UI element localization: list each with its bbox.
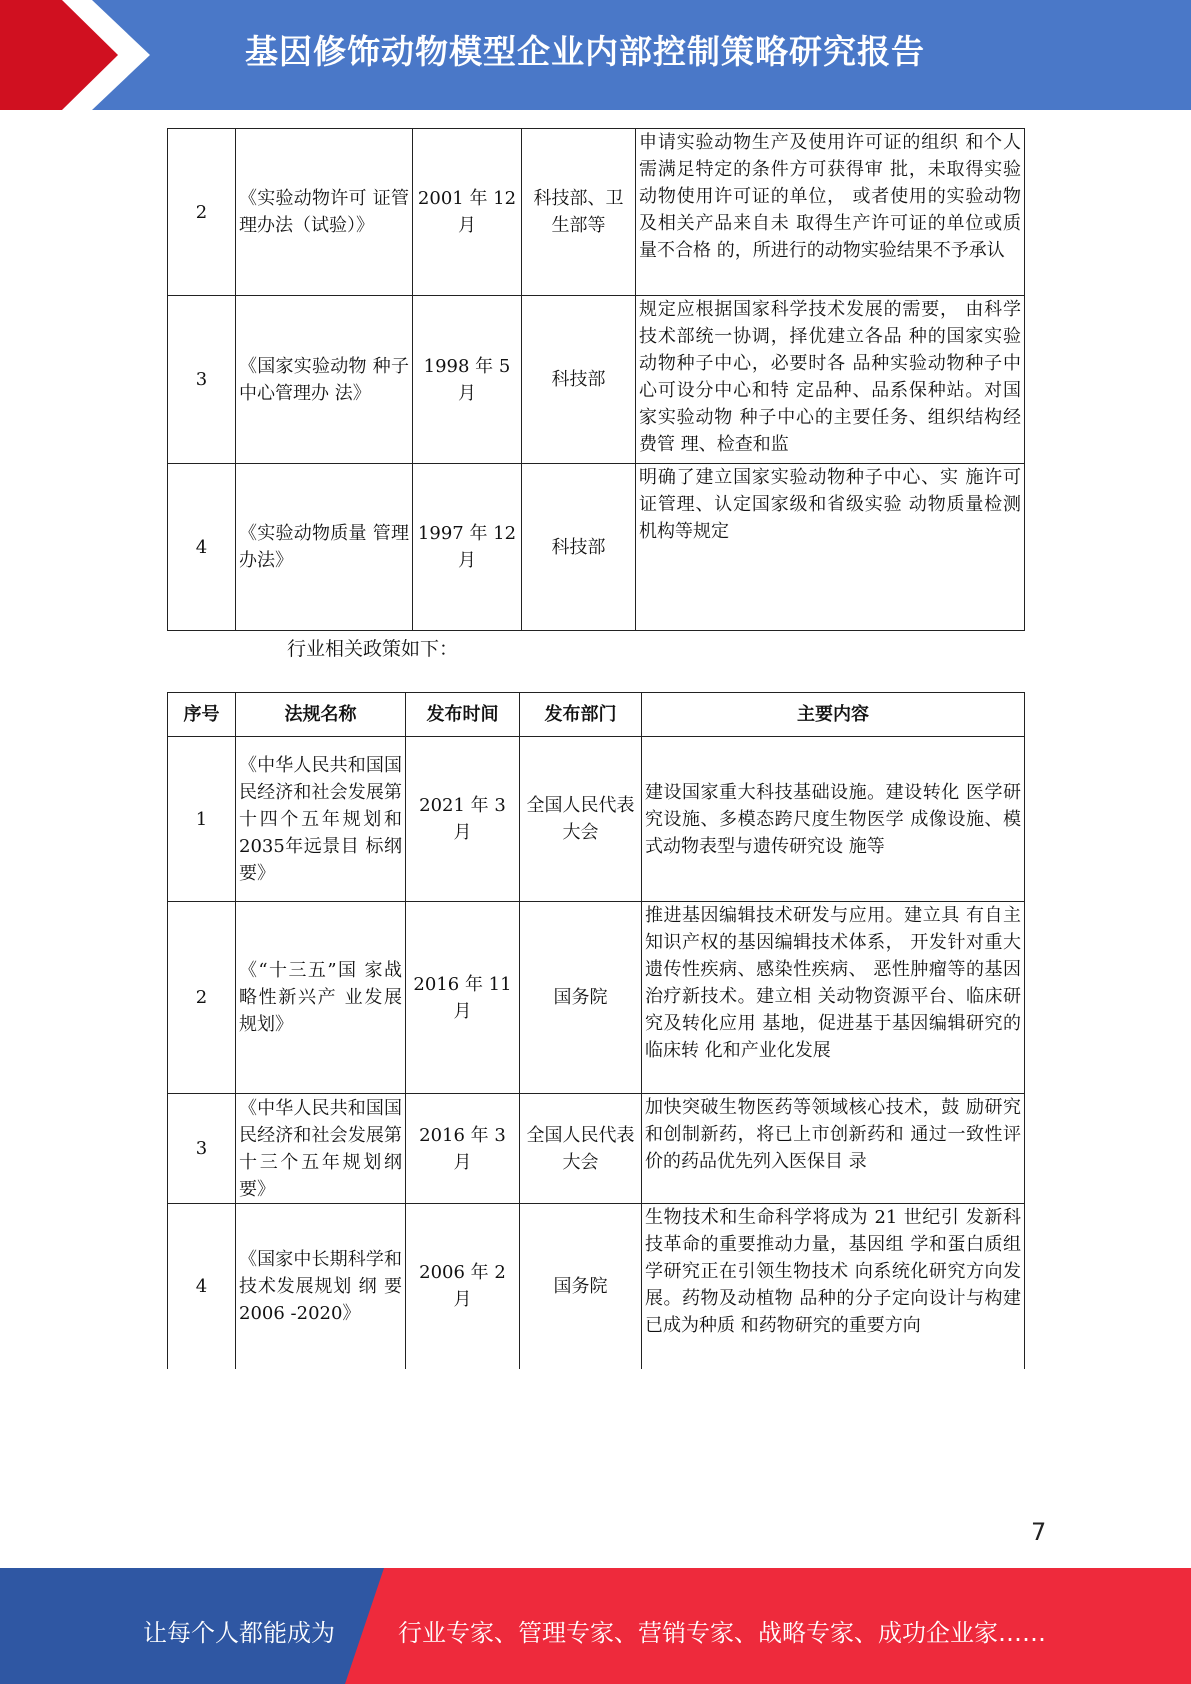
table-row (168, 1204, 1025, 1369)
table-row (168, 129, 1025, 296)
column-header-content: 主要内容 (642, 693, 1025, 737)
release-date: 2016 年 11 月 (406, 902, 520, 1094)
issuing-department: 科技部、卫生部等 (522, 129, 636, 296)
main-content: 推进基因编辑技术研发与应用。建立具 有自主知识产权的基因编辑技术体系， 开发针对重大遗传性疾病、感染性疾病、 恶性肿瘤等的基因治疗新技术。建立相 关动物资源平台、临床研究及转化应用 基地，促进基于基因编辑研究的临床转 化和产业化发展 (642, 902, 1025, 1094)
row-number: 2 (168, 129, 236, 296)
report-title: 基因修饰动物模型企业内部控制策略研究报告 (245, 32, 925, 71)
issuing-department: 科技部 (522, 464, 636, 631)
main-content: 加快突破生物医药等领域核心技术，鼓 励研究和创制新药，将已上市创新药和 通过一致性评价的药品优先列入医保目 录 (642, 1094, 1025, 1204)
regulation-name: 《“十三五”国 家战略性新兴产 业发展规划》 (236, 902, 406, 1094)
table-row (168, 1094, 1025, 1204)
main-content: 明确了建立国家实验动物种子中心、实 施许可证管理、认定国家级和省级实验 动物质量检测机构等规定 (636, 464, 1025, 631)
regulation-name: 《中华人民共和国国民经济和社会发展第十三个五年规划纲要》 (236, 1094, 406, 1204)
main-content: 规定应根据国家科学技术发展的需要， 由科学技术部统一协调，择优建立各品 种的国家实验动物种子中心，必要时各 品种实验动物种子中心可设分中心和特 定品种、品系保种站。对国家实验动物 种子中心的主要任务、组织结构经费管 理、检查和监 (636, 296, 1025, 464)
release-date: 2016 年 3 月 (406, 1094, 520, 1204)
issuing-department: 国务院 (520, 1204, 642, 1369)
table-header-row (168, 693, 1025, 737)
column-header-name: 法规名称 (236, 693, 406, 737)
page-footer (0, 1568, 1191, 1684)
row-number: 4 (168, 464, 236, 631)
regulation-name: 《中华人民共和国国民经济和社会发展第十四个五年规划和 2035年远景目 标纲要》 (236, 737, 406, 902)
column-header-number: 序号 (168, 693, 236, 737)
industry-policy-table (167, 692, 1025, 1369)
table-row (168, 464, 1025, 631)
table-row (168, 902, 1025, 1094)
row-number: 3 (168, 1094, 236, 1204)
regulation-name: 《国家中长期科学和技术发展规划 纲 要 2006 -2020》 (236, 1204, 406, 1369)
table-row (168, 296, 1025, 464)
regulation-name: 《实验动物质量 管理办法》 (236, 464, 413, 631)
row-number: 2 (168, 902, 236, 1094)
issuing-department: 全国人民代表大会 (520, 737, 642, 902)
release-date: 2006 年 2 月 (406, 1204, 520, 1369)
footer-slogan-right: 行业专家、管理专家、营销专家、战略专家、成功企业家…… (398, 1619, 1046, 1647)
row-number: 4 (168, 1204, 236, 1369)
release-date: 2021 年 3 月 (406, 737, 520, 902)
row-number: 3 (168, 296, 236, 464)
policy-table-continued (167, 128, 1025, 631)
table-row (168, 737, 1025, 902)
page-number: 7 (1031, 1518, 1047, 1546)
main-content: 建设国家重大科技基础设施。建设转化 医学研究设施、多模态跨尺度生物医学 成像设施、模式动物表型与遗传研究设 施等 (642, 737, 1025, 902)
row-number: 1 (168, 737, 236, 902)
release-date: 1997 年 12 月 (413, 464, 522, 631)
release-date: 1998 年 5 月 (413, 296, 522, 464)
main-content: 生物技术和生命科学将成为 21 世纪引 发新科技革命的重要推动力量，基因组 学和蛋白质组学研究正在引领生物技术 向系统化研究方向发展。药物及动植物 品种的分子定向设计与构建已成为种质 和药物研究的重要方向 (642, 1204, 1025, 1369)
main-content: 申请实验动物生产及使用许可证的组织 和个人需满足特定的条件方可获得审 批，未取得实验动物使用许可证的单位， 或者使用的实验动物及相关产品来自未 取得生产许可证的单位或质量不合格 的，所进行的动物实验结果不予承认 (636, 129, 1025, 296)
column-header-date: 发布时间 (406, 693, 520, 737)
issuing-department: 全国人民代表大会 (520, 1094, 642, 1204)
issuing-department: 国务院 (520, 902, 642, 1094)
regulation-name: 《国家实验动物 种子中心管理办 法》 (236, 296, 413, 464)
section-intro-text: 行业相关政策如下： (287, 638, 459, 660)
regulation-name: 《实验动物许可 证管理办法（试验）》 (236, 129, 413, 296)
issuing-department: 科技部 (522, 296, 636, 464)
page-header (0, 0, 1191, 110)
header-arrow-decoration (0, 0, 150, 110)
footer-slogan-left: 让每个人都能成为 (143, 1619, 335, 1647)
column-header-department: 发布部门 (520, 693, 642, 737)
release-date: 2001 年 12 月 (413, 129, 522, 296)
